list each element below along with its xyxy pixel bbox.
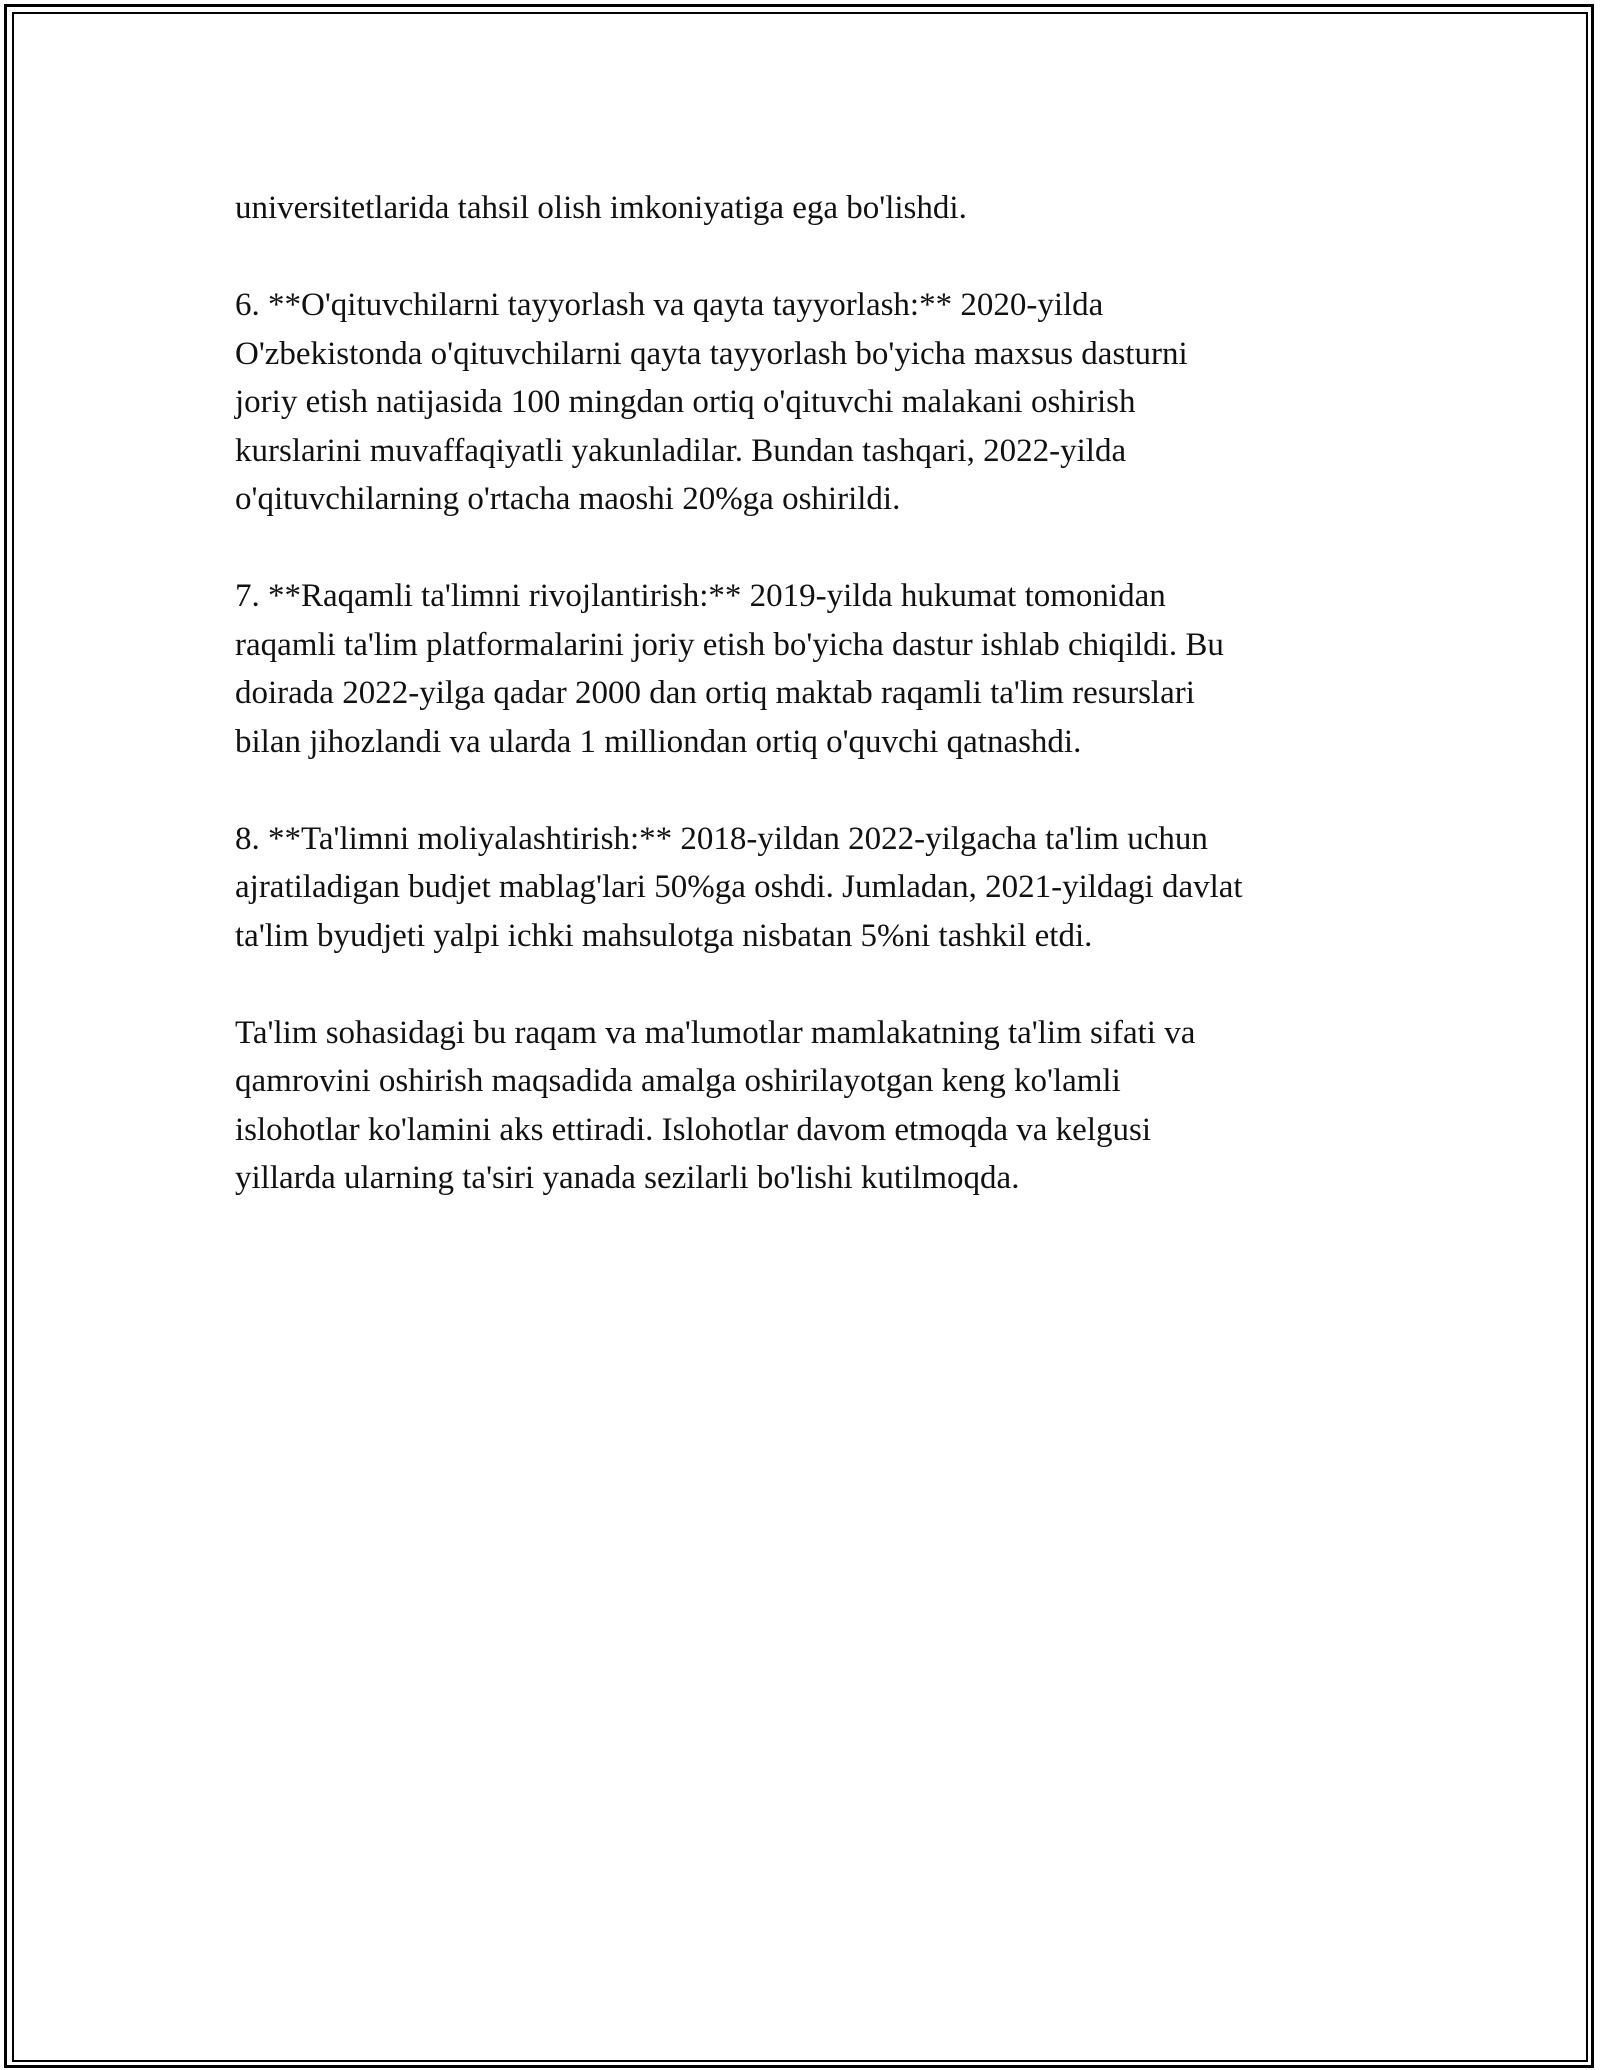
document-body	[235, 184, 1395, 1251]
text-line: ta'lim byudjeti yalpi ichki mahsulotga nisbatan 5%ni tashkil etdi.	[235, 917, 1093, 954]
text-line: raqamli ta'lim platformalarini joriy etish bo'yicha dastur ishlab chiqildi. Bu	[235, 626, 1224, 663]
text-line: kurslarini muvaffaqiyatli yakunladilar. Bundan tashqari, 2022-yilda	[235, 432, 1127, 469]
text-line: ajratiladigan budjet mablag'lari 50%ga oshdi. Jumladan, 2021-yildagi davlat	[235, 869, 1243, 905]
text-line: universitetlarida tahsil olish imkoniyatiga ega bo'lishdi.	[235, 190, 967, 226]
text-line: qamrovini oshirish maqsadida amalga oshirilayotgan keng ko'lamli	[235, 1063, 1121, 1099]
paragraph-item-8-education-financing	[235, 815, 1395, 961]
paragraph-item-7-digital-education	[235, 572, 1395, 766]
paragraph-continuation	[235, 184, 1395, 233]
text-line: doirada 2022-yilga qadar 2000 dan ortiq maktab raqamli ta'lim resurslari	[235, 675, 1195, 711]
text-line: o'qituvchilarning o'rtacha maoshi 20%ga oshirildi.	[235, 481, 901, 517]
text-line: 8. **Ta'limni moliyalashtirish:** 2018-yildan 2022-yilgacha ta'lim uchun	[235, 820, 1208, 857]
text-line: bilan jihozlandi va ularda 1 milliondan ortiq o'quvchi qatnashdi.	[235, 723, 1082, 760]
text-line: 7. **Raqamli ta'limni rivojlantirish:** 2019-yilda hukumat tomonidan	[235, 578, 1166, 614]
paragraph-item-6-teacher-training	[235, 281, 1395, 524]
paragraph-conclusion	[235, 1009, 1395, 1203]
text-line: Ta'lim sohasidagi bu raqam va ma'lumotlar mamlakatning ta'lim sifati va	[235, 1014, 1196, 1051]
text-line: 6. **O'qituvchilarni tayyorlash va qayta tayyorlash:** 2020-yilda	[235, 287, 1104, 323]
text-line: O'zbekistonda o'qituvchilarni qayta tayyorlash bo'yicha maxsus dasturni	[235, 335, 1188, 372]
text-line: joriy etish natijasida 100 mingdan ortiq o'qituvchi malakani oshirish	[235, 384, 1136, 420]
text-line: yillarda ularning ta'siri yanada sezilarli bo'lishi kutilmoqda.	[235, 1160, 1020, 1196]
text-line: islohotlar ko'lamini aks ettiradi. Islohotlar davom etmoqda va kelgusi	[235, 1111, 1152, 1148]
